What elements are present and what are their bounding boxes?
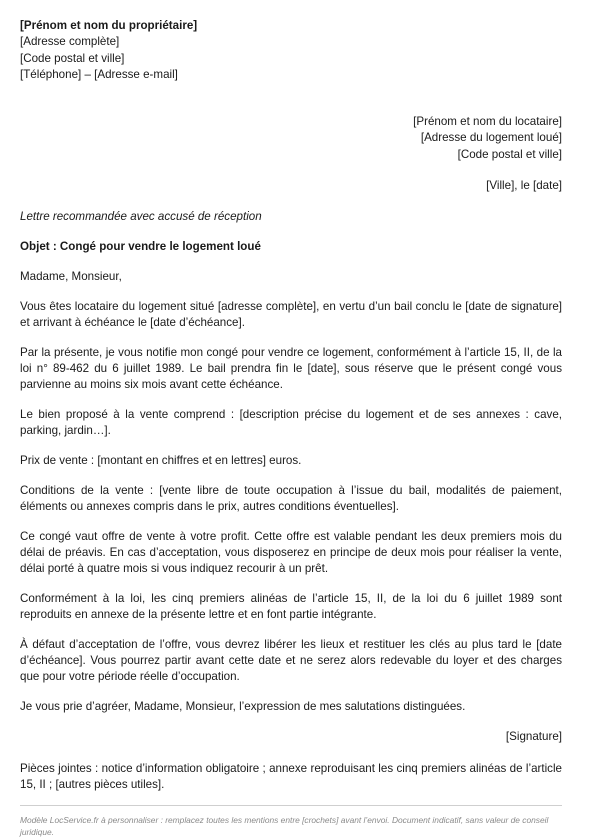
sender-contact: [Téléphone] – [Adresse e-mail] — [20, 67, 178, 81]
paragraph-notice: Par la présente, je vous notifie mon congé pour vendre ce logement, conformément à l’article 15, II, de la loi n° 89-462 du 6 juillet 1989. Le bail prendra fin le [date], sous réserve que le présent congé vous parvienne au moins six mois avant cette échéance. — [20, 346, 562, 392]
footer-divider — [20, 805, 562, 806]
recipient-block — [20, 114, 562, 163]
paragraph-offer: Ce congé vaut offre de vente à votre profit. Cette offre est valable pendant les deux premiers mois du délai de préavis. En cas d’acceptation, vous disposerez en principe de deux mois pour réaliser la vente, délai porté à quatre mois si vous indiquez recourir à un prêt. — [20, 530, 562, 576]
paragraph-refusal: À défaut d’acceptation de l’offre, vous devrez libérer les lieux et restituer les clés au plus tard le [date d’échéance]. Vous pourrez partir avant cette date et ne serez alors redevable du loyer et des charges que pour votre période réelle d’occupation. — [20, 638, 562, 684]
letter-page — [20, 18, 562, 838]
recipient-address: [Adresse du logement loué] — [420, 131, 562, 145]
paragraph-conditions: Conditions de la vente : [vente libre de toute occupation à l’issue du bail, modalités de paiement, éléments ou annexes compris dans le prix, autres conditions éventuelles]. — [20, 484, 562, 514]
sender-postal-city: [Code postal et ville] — [20, 51, 125, 65]
signature-placeholder: [Signature] — [505, 730, 562, 744]
paragraph-tenancy: Vous êtes locataire du logement situé [adresse complète], en vertu d’un bail conclu le [date de signature] et arrivant à échéance le [date d’échéance]. — [20, 300, 562, 330]
salutation: Madame, Monsieur, — [20, 270, 122, 284]
paragraph-law-annex: Conformément à la loi, les cinq premiers alinéas de l’article 15, II, de la loi du 6 juillet 1989 sont reproduits en annexe de la présente lettre et en font partie intégrante. — [20, 592, 562, 622]
paragraph-property-description: Le bien proposé à la vente comprend : [description précise du logement et de ses annexes : cave, parking, jardin…]. — [20, 408, 562, 438]
recipient-postal-city: [Code postal et ville] — [457, 147, 562, 161]
sender-address: [Adresse complète] — [20, 35, 120, 49]
sender-block — [20, 18, 562, 83]
letter-subject: Objet : Congé pour vendre le logement loué — [20, 240, 261, 254]
sender-name: [Prénom et nom du propriétaire] — [20, 19, 198, 32]
paragraph-closing: Je vous prie d’agréer, Madame, Monsieur, l’expression de mes salutations distinguées. — [20, 700, 466, 714]
paragraph-price: Prix de vente : [montant en chiffres et en lettres] euros. — [20, 454, 302, 468]
footer-disclaimer: Modèle LocService.fr à personnaliser : remplacez toutes les mentions entre [crochets] avant l’envoi. Document indicatif, sans valeur de conseil juridique. — [20, 815, 549, 838]
recipient-name: [Prénom et nom du locataire] — [413, 115, 562, 129]
city-date: [Ville], le [date] — [486, 179, 562, 193]
registered-mail-mention: Lettre recommandée avec accusé de réception — [20, 210, 262, 224]
attachments-list: Pièces jointes : notice d’information obligatoire ; annexe reproduisant les cinq premiers alinéas de l’article 15, II ; [autres pièces utiles]. — [20, 762, 562, 792]
